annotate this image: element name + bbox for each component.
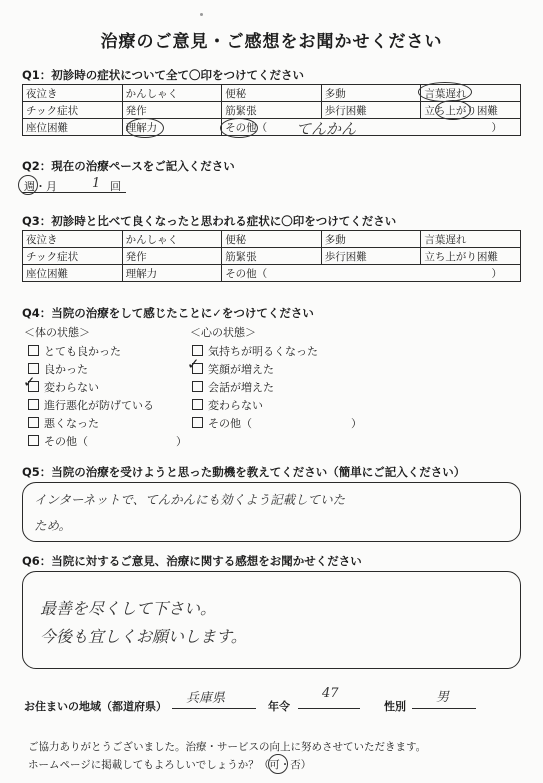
q1-cell[interactable]: かんしゃく	[122, 85, 222, 102]
q1-other-close: ）	[491, 122, 502, 134]
q4-mind-heading: ＜心の状態＞	[190, 326, 256, 339]
permission-no[interactable]: 否	[290, 759, 301, 771]
q2-pace-prefix: 週・月	[24, 180, 57, 193]
q1-cell[interactable]: 夜泣き	[23, 85, 123, 102]
gender-label: 性別	[384, 700, 406, 713]
q1-circle-rikai	[126, 118, 164, 138]
checkbox[interactable]	[192, 417, 203, 428]
q3-heading: Q3：初診時と比べて良くなったと思われる症状に〇印をつけてください	[22, 214, 397, 228]
thanks-text: ご協力ありがとうございました。治療・サービスの向上に努めさせていただきます。	[28, 741, 427, 753]
q3-cell[interactable]: 座位困難	[23, 265, 123, 282]
q3-cell[interactable]: 発作	[122, 248, 222, 265]
form-title: 治療のご意見・ご感想をお聞かせください	[100, 32, 443, 52]
q4-body-item[interactable]: 悪くなった	[28, 415, 99, 431]
q3-cell[interactable]: チック症状	[23, 248, 123, 265]
region-value: 兵庫県	[186, 691, 226, 706]
q5-answer-line-1: インターネットで、てんかんにも効くよう記載していた	[34, 492, 346, 507]
checkbox[interactable]	[28, 435, 39, 446]
q2-circle-week	[18, 175, 38, 195]
q3-cell[interactable]: 筋緊張	[222, 248, 322, 265]
q1-cell[interactable]: 筋緊張	[222, 102, 322, 119]
q1-cell[interactable]: 座位困難	[23, 119, 123, 136]
q6-answer-line-2: 今後も宜しくお願いします。	[40, 627, 247, 646]
checkbox[interactable]	[28, 345, 39, 356]
q4-body-item[interactable]: 進行悪化が防げている	[28, 397, 154, 413]
region-label: お住まいの地域（都道府県）	[24, 700, 167, 713]
q3-cell[interactable]: 夜泣き	[23, 231, 123, 248]
q3-cell[interactable]: 言葉遅れ	[421, 231, 521, 248]
q4-body-item[interactable]: 変わらない	[28, 379, 99, 395]
q3-cell[interactable]: 歩行困難	[321, 248, 421, 265]
q4-mind-item[interactable]: 会話が増えた	[192, 379, 274, 395]
q3-cell[interactable]: 立ち上がり困難	[421, 248, 521, 265]
q1-other-label: その他（	[225, 121, 268, 134]
age-label: 年令	[268, 700, 290, 713]
q1-cell[interactable]: 理解力	[122, 119, 222, 136]
q6-heading: Q6：当院に対するご意見、治療に関する感想をお聞かせください	[22, 554, 362, 568]
permission-yes-circle	[268, 754, 288, 774]
q5-answer-line-2: ため。	[34, 518, 72, 533]
checkbox[interactable]	[192, 399, 203, 410]
q1-cell[interactable]: 多動	[321, 85, 421, 102]
q3-cell[interactable]: 多動	[321, 231, 421, 248]
permission-line: ホームページに掲載してもよろしいでしょうか？（可・否）	[28, 759, 312, 771]
q1-cell[interactable]: 便秘	[222, 85, 322, 102]
check-mark-icon: ✓	[187, 355, 200, 373]
q1-circle-kotoba	[418, 82, 472, 102]
q6-answer-box[interactable]	[22, 571, 521, 669]
q1-cell[interactable]: チック症状	[23, 102, 123, 119]
checkbox[interactable]	[192, 381, 203, 392]
q4-body-item[interactable]: とても良かった	[28, 343, 121, 359]
q1-cell[interactable]: 発作	[122, 102, 222, 119]
q3-other-cell[interactable]	[222, 265, 521, 282]
q1-other-cell[interactable]	[222, 119, 521, 136]
q4-heading: Q4：当院の治療をして感じたことに✓をつけてください	[22, 306, 314, 320]
q2-heading: Q2：現在の治療ペースをご記入ください	[22, 159, 235, 173]
q4-body-heading: ＜体の状態＞	[24, 326, 90, 339]
check-mark-icon: ✓	[23, 373, 36, 391]
q1-circle-sonota	[220, 118, 258, 138]
q3-cell[interactable]: かんしゃく	[122, 231, 222, 248]
q4-mind-item[interactable]: 気持ちが明るくなった	[192, 343, 318, 359]
q1-circle-tachiagari	[435, 100, 471, 120]
age-value: 47	[322, 686, 339, 701]
q1-cell[interactable]: 言葉遅れ	[421, 85, 521, 102]
q1-other-handwritten: てんかん	[296, 120, 357, 138]
q2-pace-count: 1	[92, 176, 101, 191]
q1-cell[interactable]: 立ち上がり困難	[421, 102, 521, 119]
permission-yes[interactable]: 可	[269, 759, 280, 771]
q1-heading: Q1：初診時の症状について全て〇印をつけてください	[22, 68, 305, 82]
q4-body-item[interactable]: その他（ ）	[28, 433, 187, 449]
scan-speck	[200, 13, 203, 16]
q3-cell[interactable]: 理解力	[122, 265, 222, 282]
checkbox[interactable]	[28, 417, 39, 428]
gender-value: 男	[436, 690, 450, 705]
q4-body-item[interactable]: 良かった	[28, 361, 88, 377]
q3-other-close: ）	[491, 268, 502, 280]
q3-other-label: その他（	[225, 267, 268, 280]
q3-symptom-table	[22, 230, 521, 282]
checkbox[interactable]	[28, 399, 39, 410]
q1-cell[interactable]: 歩行困難	[321, 102, 421, 119]
q4-mind-item[interactable]: 笑顔が増えた	[192, 361, 274, 377]
q2-pace-unit: 回	[110, 180, 121, 193]
q5-heading: Q5：当院の治療を受けようと思った動機を教えてください（簡単にご記入ください）	[22, 465, 466, 479]
q4-mind-item[interactable]: その他（ ）	[192, 415, 362, 431]
q4-mind-item[interactable]: 変わらない	[192, 397, 263, 413]
q6-answer-line-1: 最善を尽くして下さい。	[40, 599, 217, 618]
q3-cell[interactable]: 便秘	[222, 231, 322, 248]
